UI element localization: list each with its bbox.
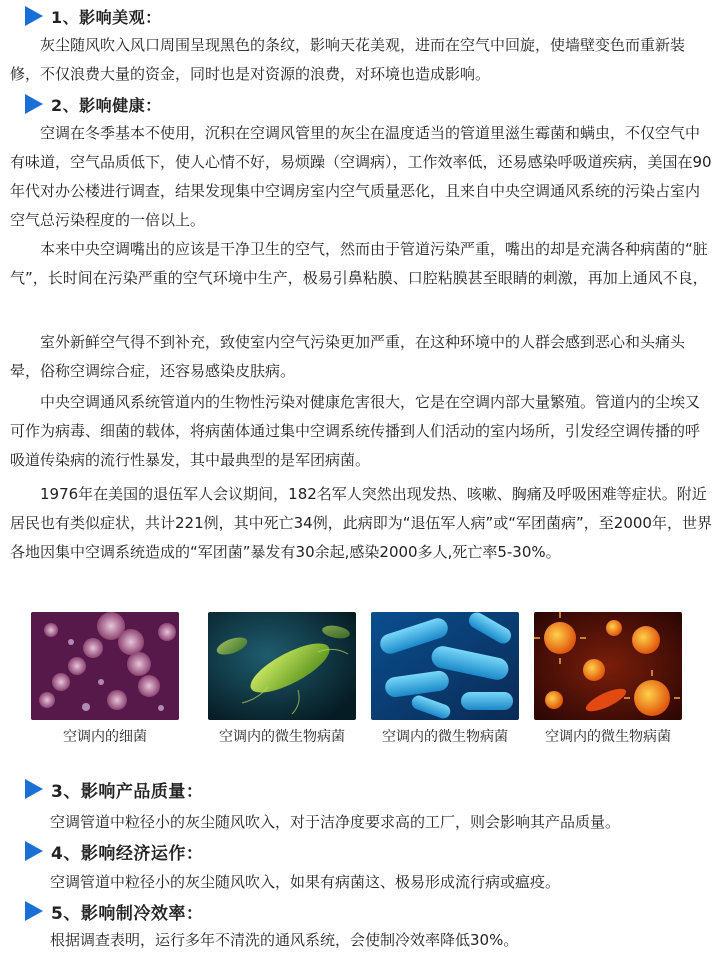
section-title: 2、影响健康：	[51, 95, 162, 115]
figure-caption: 空调内的细菌	[63, 729, 147, 745]
paragraph: 本来中央空调嘴出的应该是干净卫生的空气，然而由于管道污染严重，嘴出的却是充满各种病菌的“脏气”，长时间在污染严重的空气环境中生产，极易引鼻粘膜、口腔粘膜甚至眼睛的刺激，再加上通风不良，	[10, 240, 708, 287]
figure-caption: 空调内的微生物病菌	[382, 729, 508, 745]
section-title: 1、影响美观：	[51, 7, 162, 27]
triangle-arrow-icon	[25, 841, 43, 861]
figure-bacteria-2	[208, 612, 356, 746]
paragraph: 1976年在美国的退伍军人会议期间，182名军人突然出现发热、咳嗽、胸痛及呼吸困难等症状。附近居民也有类似症状，共计221例，其中死亡34例，此病即为“退伍军人病”或“军团菌病”，至2000年，世界各地因集中空调系统造成的“军团菌”暴发有30余起,感染2000多人,死亡率5-30%。	[10, 485, 712, 561]
section-title: 3、影响产品质量：	[51, 781, 204, 802]
section-heading-4	[25, 838, 203, 864]
section-heading-5	[25, 898, 203, 924]
bacteria-image	[534, 612, 682, 720]
section-heading-3	[25, 776, 203, 802]
bacteria-image	[31, 612, 179, 720]
paragraph: 空调在冬季基本不使用，沉积在空调风管里的灰尘在温度适当的管道里滋生霉菌和螨虫，不仅空气中有味道，空气品质低下，使人心情不好，易烦躁（空调病），工作效率低，还易感染呼吸道疾病，美国在90年代对办公楼进行调查，结果发现集中空调房室内空气质量恶化，且来自中央空调通风系统的污染占室内空气总污染程度的一倍以上。	[10, 124, 712, 229]
triangle-arrow-icon	[25, 94, 43, 114]
paragraph: 中央空调通风系统管道内的生物性污染对健康危害很大，它是在空调内部大量繁殖。管道内的尘埃又可作为病毒、细菌的载体，将病菌体通过集中空调系统传播到人们活动的室内场所，引发经空调传播的呼吸道传染病的流行性暴发，其中最典型的是军团病菌。	[10, 393, 701, 469]
bacteria-image	[371, 612, 519, 720]
paragraph: 室外新鲜空气得不到补充，致使室内空气污染更加严重，在这种环境中的人群会感到恶心和头痛头晕，俗称空调综合症，还容易感染皮肤病。	[10, 333, 686, 380]
figure-bacteria-1	[31, 612, 179, 746]
section-heading-1	[25, 3, 162, 29]
paragraph: 空调管道中粒径小的灰尘随风吹入，对于洁净度要求高的工厂，则会影响其产品质量。	[50, 813, 621, 831]
section-heading-2	[25, 91, 162, 117]
paragraph: 灰尘随风吹入风口周围呈现黑色的条纹，影响天花美观，进而在空气中回旋，使墙壁变色而重新装修，不仅浪费大量的资金，同时也是对资源的浪费，对环境也造成影响。	[10, 36, 686, 83]
figure-caption: 空调内的微生物病菌	[545, 729, 671, 745]
section-title: 5、影响制冷效率：	[51, 903, 204, 924]
triangle-arrow-icon	[25, 901, 43, 921]
triangle-arrow-icon	[25, 6, 43, 26]
figure-caption: 空调内的微生物病菌	[219, 729, 345, 745]
figure-bacteria-4	[534, 612, 682, 746]
figure-bacteria-3	[371, 612, 519, 746]
bacteria-image	[208, 612, 356, 720]
paragraph: 空调管道中粒径小的灰尘随风吹入，如果有病菌这、极易形成流行病或瘟疫。	[50, 873, 561, 891]
triangle-arrow-icon	[25, 779, 43, 799]
paragraph: 根据调查表明，运行多年不清洗的通风系统，会使制冷效率降低30%。	[50, 931, 519, 949]
section-title: 4、影响经济运作：	[51, 843, 204, 864]
